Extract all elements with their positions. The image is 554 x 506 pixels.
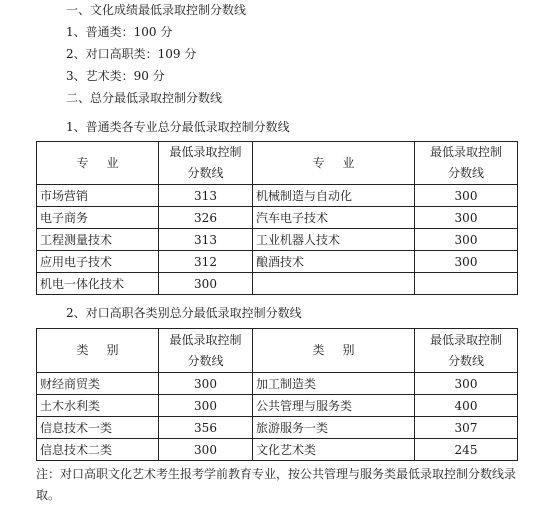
table-row: 土木水利类 300 公共管理与服务类 400 <box>37 395 518 417</box>
table-header-row <box>37 142 518 185</box>
vocational-score-line: 2、对口高职类：109 分 <box>66 47 197 61</box>
table-row: 财经商贸类 300 加工制造类 300 <box>37 373 518 395</box>
header-min-score-2: 最低录取控制 分数线 <box>415 329 518 373</box>
header-min-score: 最低录取控制 分数线 <box>159 329 253 373</box>
table-row: 信息技术二类 300 文化艺术类 245 <box>37 439 518 461</box>
regular-majors-table <box>36 141 518 295</box>
header-category: 类别 <box>37 329 159 373</box>
table-row: 电子商务 326 汽车电子技术 300 <box>37 207 518 229</box>
section-heading-2: 二、总分最低录取控制分数线 <box>66 91 223 105</box>
table-row: 工程测量技术 313 工业机器人技术 300 <box>37 229 518 251</box>
table-row: 机电一体化技术 300 <box>37 273 518 295</box>
table-row: 市场营销 313 机械制造与自动化 300 <box>37 185 518 207</box>
header-major: 专业 <box>37 142 159 185</box>
header-major-2: 专业 <box>253 142 415 185</box>
art-score-line: 3、艺术类：90 分 <box>66 69 165 83</box>
regular-score-line: 1、普通类：100 分 <box>66 25 173 39</box>
table2-title: 2、对口高职各类别总分最低录取控制分数线 <box>66 306 302 320</box>
table1-title: 1、普通类各专业总分最低录取控制分数线 <box>66 120 290 134</box>
table-row: 应用电子技术 312 酿酒技术 300 <box>37 251 518 273</box>
header-category-2: 类别 <box>253 329 415 373</box>
section-heading-1: 一、文化成绩最低录取控制分数线 <box>66 3 247 17</box>
header-min-score-2: 最低录取控制 分数线 <box>415 142 518 185</box>
header-min-score: 最低录取控制 分数线 <box>159 142 253 185</box>
table-row: 信息技术一类 356 旅游服务一类 307 <box>37 417 518 439</box>
vocational-categories-table <box>36 328 518 461</box>
footnote: 注：对口高职文化艺术考生报考学前教育专业，按公共管理与服务类最低录取控制分数线录取。 <box>36 467 517 502</box>
table-header-row <box>37 329 518 373</box>
